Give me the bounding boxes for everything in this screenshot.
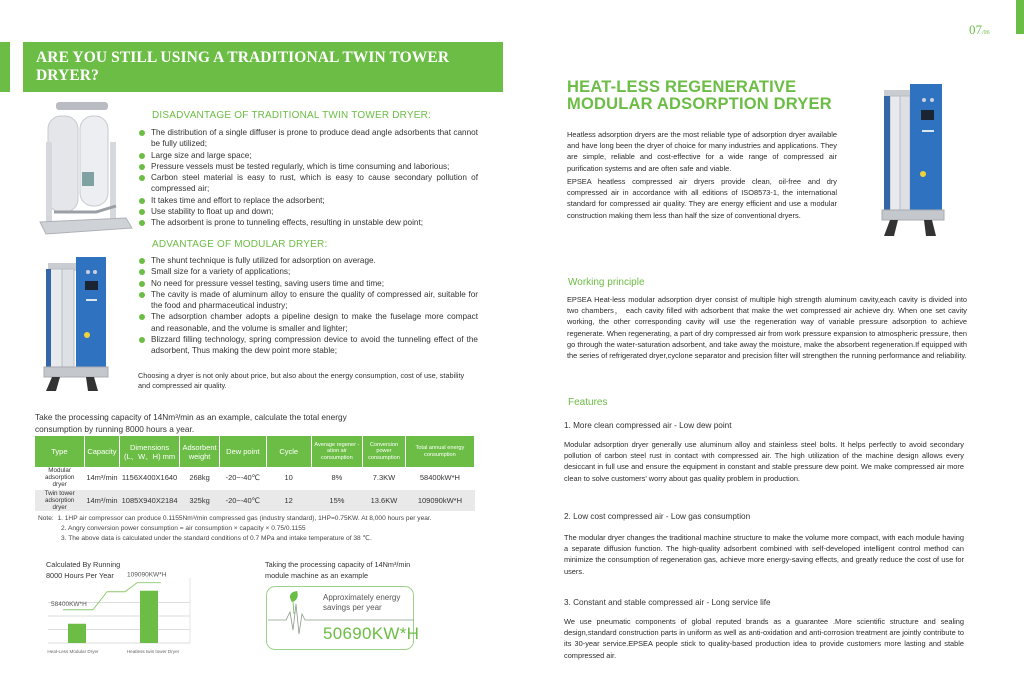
table-cell: 10 [266, 467, 311, 489]
disadvantage-item: Pressure vessels must be tested regularly, which is time consuming and laborious; [138, 161, 478, 172]
twin-tower-dryer-image [36, 94, 136, 244]
page-number-current: 07 [969, 22, 982, 37]
table-header: Dimensions (L、W、H) mm [120, 436, 180, 467]
table-header: Average regener -ation air consumption [311, 436, 362, 467]
page-title-line: HEAT-LESS REGENERATIVE [567, 78, 797, 96]
table-header: Dew point [220, 436, 267, 467]
bar-data-label: 58400KW*H [51, 600, 87, 608]
table-cell: -20~-40℃ [220, 489, 267, 511]
banner-title-text: ARE YOU STILL USING A TRADITIONAL TWIN TOWER DRYER? [36, 49, 450, 84]
table-cell: 14m³/min [84, 467, 119, 489]
notes-label: Note: [38, 515, 54, 522]
x-tick-label: Heat-Less Modular Dryer [47, 649, 99, 654]
note-item: 1. 1HP air compressor can produce 0.1155Nm³/min compressed gas (industry standard), 1HP=0.75KW. At 8,000 hours per year. [57, 515, 432, 522]
feature-text: Modular adsorption dryer generally use aluminum alloy and stainless steel bolts. It helps perfectly to avoid secondary pollution of carbon steel rust in contact with compressed air. The high utilization of the machine design allows every desiccant in full use and ensure the equipment in constant and stable pressure dew point. We make compressed air more clean to solve customers' worry about gas quality problem in production. [564, 440, 964, 483]
disadvantage-list [138, 127, 478, 229]
savings-value: 50690KW*H [323, 624, 420, 643]
disadvantage-item: Use stability to float up and down; [138, 206, 478, 217]
advantage-item: No need for pressure vessel testing, saving users time and time; [138, 278, 478, 289]
calculation-intro: Take the processing capacity of 14Nm³/min as an example, calculate the total energy consumption by running 8000 hours a year. [35, 412, 347, 434]
working-principle-title: Working principle [568, 277, 645, 288]
intro-paragraph: EPSEA heatless compressed air dryers provide clean, oil-free and dry compressed air in accordance with all editions of ISO8573-1, the international standard for compressed air quality. They are energy efficient and use a modular construction making them less than half the size of conventional dryers. [567, 177, 837, 220]
choosing-note: Choosing a dryer is not only about price, but also about the energy consumption, cost of use, stability and compressed air quality. [138, 371, 465, 390]
table-cell: -20~-40℃ [220, 467, 267, 489]
advantage-title: ADVANTAGE OF MODULAR DRYER: [152, 239, 328, 250]
table-cell: 268kg [180, 467, 220, 489]
feature-text: The modular dryer changes the traditional machine structure to make the volume more compact, with each module having a separate diffusion function. The high-quality adsorbent combined with self-developed intelligent control method can minimize the consumption of regeneration gas, achieve more energy-saving effects, and greatly reduce the cost of use for users. [564, 533, 964, 576]
table-cell: Twin tower adsorption dryer [35, 489, 84, 511]
page-number [969, 22, 990, 38]
disadvantage-item: The adsorbent is prone to tunneling effects, resulting in unstable dew point; [138, 217, 478, 228]
modular-dryer-product-image [878, 82, 948, 242]
disadvantage-item: It takes time and effort to replace the adsorbent; [138, 195, 478, 206]
features-title: Features [568, 397, 608, 408]
table-cell: 15% [311, 489, 362, 511]
disadvantage-item: Large size and large space; [138, 150, 478, 161]
banner-title [23, 42, 503, 92]
left-accent-tab [0, 42, 10, 92]
advantage-list [138, 255, 478, 357]
feature-title: 3. Constant and stable compressed air - Long service life [564, 598, 771, 607]
notes [38, 514, 432, 544]
advantage-item: The shunt technique is fully utilized for adsorption on average. [138, 255, 478, 266]
bar-data-label: 109090KW*H [127, 571, 167, 579]
right-accent-tab [1016, 0, 1024, 34]
table-cell: 14m³/min [84, 489, 119, 511]
disadvantage-item: Carbon steel material is easy to rust, which is easy to cause secondary pollution of compressed air; [138, 172, 478, 195]
feature-text: We use pneumatic components of global reputed brands as a guarantee .More scientific structure and sealing design,standard construction parts in uniform as well as anti-oxidation and anti-corrosion treatment are jointly contribute to its 30-year service.EPSEA people stick to quality-based production idea to provide customers more lasting and stable compressed air. [564, 617, 964, 660]
table-cell: Modular adsorption dryer [35, 467, 84, 489]
table-cell: 13.6KW [363, 489, 406, 511]
savings-label: Approximately energy savings per year [323, 593, 401, 612]
working-principle-text: EPSEA Heat-less modular adsorption dryer consist of multiple high strength aluminum cavity,each cavity is divided into two chambers， each cavity filled with adsorbent that make the wet compressed air achieve dry. When one set cavity working, the other corresponding cavity will use the regeneration way of variable pressure adsorption to achieve regenerate. When regenerating, a part of dry compressed air from work pressure expansion to atmospheric pressure, then go through the water-saturation adsorbent, and take away the moisture, make the absorbent regeneration.If equipped with the series of refrigerated dryer,cyclone separator and precision filter will strengthen the running performance and reliability. [567, 295, 967, 361]
table-header: Adsorbent weight [180, 436, 220, 467]
chart-title: Calculated By Running 8000 Hours Per Year [46, 560, 121, 580]
page-number-suffix: /06 [982, 30, 990, 36]
table-cell: 1156X400X1640 [120, 467, 180, 489]
table-header-row [35, 436, 475, 467]
table-cell: 325kg [180, 489, 220, 511]
table-header: Type [35, 436, 84, 467]
table-header: Total annual energy consumption [405, 436, 474, 467]
bar [140, 591, 158, 643]
table-row [35, 467, 475, 489]
table-header: Conversion power consumption [363, 436, 406, 467]
table-cell: 58400kW*H [405, 467, 474, 489]
table-cell: 12 [266, 489, 311, 511]
feature-title: 1. More clean compressed air - Low dew point [564, 421, 732, 430]
x-tick-label: Heatless twin tower Dryer [126, 649, 180, 654]
page-title-line: MODULAR ADSORPTION DRYER [567, 95, 832, 113]
bar [68, 624, 86, 643]
disadvantage-title: DISADVANTAGE OF TRADITIONAL TWIN TOWER DRYER: [152, 110, 432, 121]
table-cell: 7.3KW [363, 467, 406, 489]
table-header: Cycle [266, 436, 311, 467]
table-cell: 109090kW*H [405, 489, 474, 511]
advantage-item: The cavity is made of aluminum alloy to ensure the quality of compressed air, suitable for the food and pharmaceutical industry; [138, 289, 478, 312]
note-item: 2. Angry conversion power consumption = air consumption × capacity × 0.75/0.1155 [61, 525, 306, 532]
comparison-table [35, 436, 475, 511]
savings-caption: Taking the processing capacity of 14Nm³/min module machine as an example [265, 560, 411, 580]
disadvantage-item: The distribution of a single diffuser is prone to produce dead angle adsorbents that cannot be fully utilized; [138, 127, 478, 150]
energy-bar-chart [40, 560, 200, 665]
advantage-item: The adsorption chamber adopts a pipeline design to make the fuselage more compact and reasonable, and the volume is smaller and lighter; [138, 311, 478, 334]
note-item: 3. The above data is calculated under the standard conditions of 0.7 MPa and intake temperature of 38 ℃. [61, 535, 372, 542]
table-row [35, 489, 475, 511]
modular-dryer-image [36, 255, 116, 395]
feature-title: 2. Low cost compressed air - Low gas consumption [564, 512, 751, 521]
table-cell: 1085X940X2184 [120, 489, 180, 511]
advantage-item: Blizzard filling technology, spring compression device to avoid the tunneling effect of the adsorbent, Thus making the dew point more stable; [138, 334, 478, 357]
table-cell: 8% [311, 467, 362, 489]
intro-paragraph: Heatless adsorption dryers are the most reliable type of adsorption dryer available and have long been the dryer of choice for many industries and applications. They are simple, reliable and cost-effective for a wide range of compressed air purification systems and are often safe and viable. [567, 130, 837, 173]
page-title [567, 79, 832, 113]
advantage-item: Small size for a variety of applications; [138, 266, 478, 277]
table-header: Capacity [84, 436, 119, 467]
